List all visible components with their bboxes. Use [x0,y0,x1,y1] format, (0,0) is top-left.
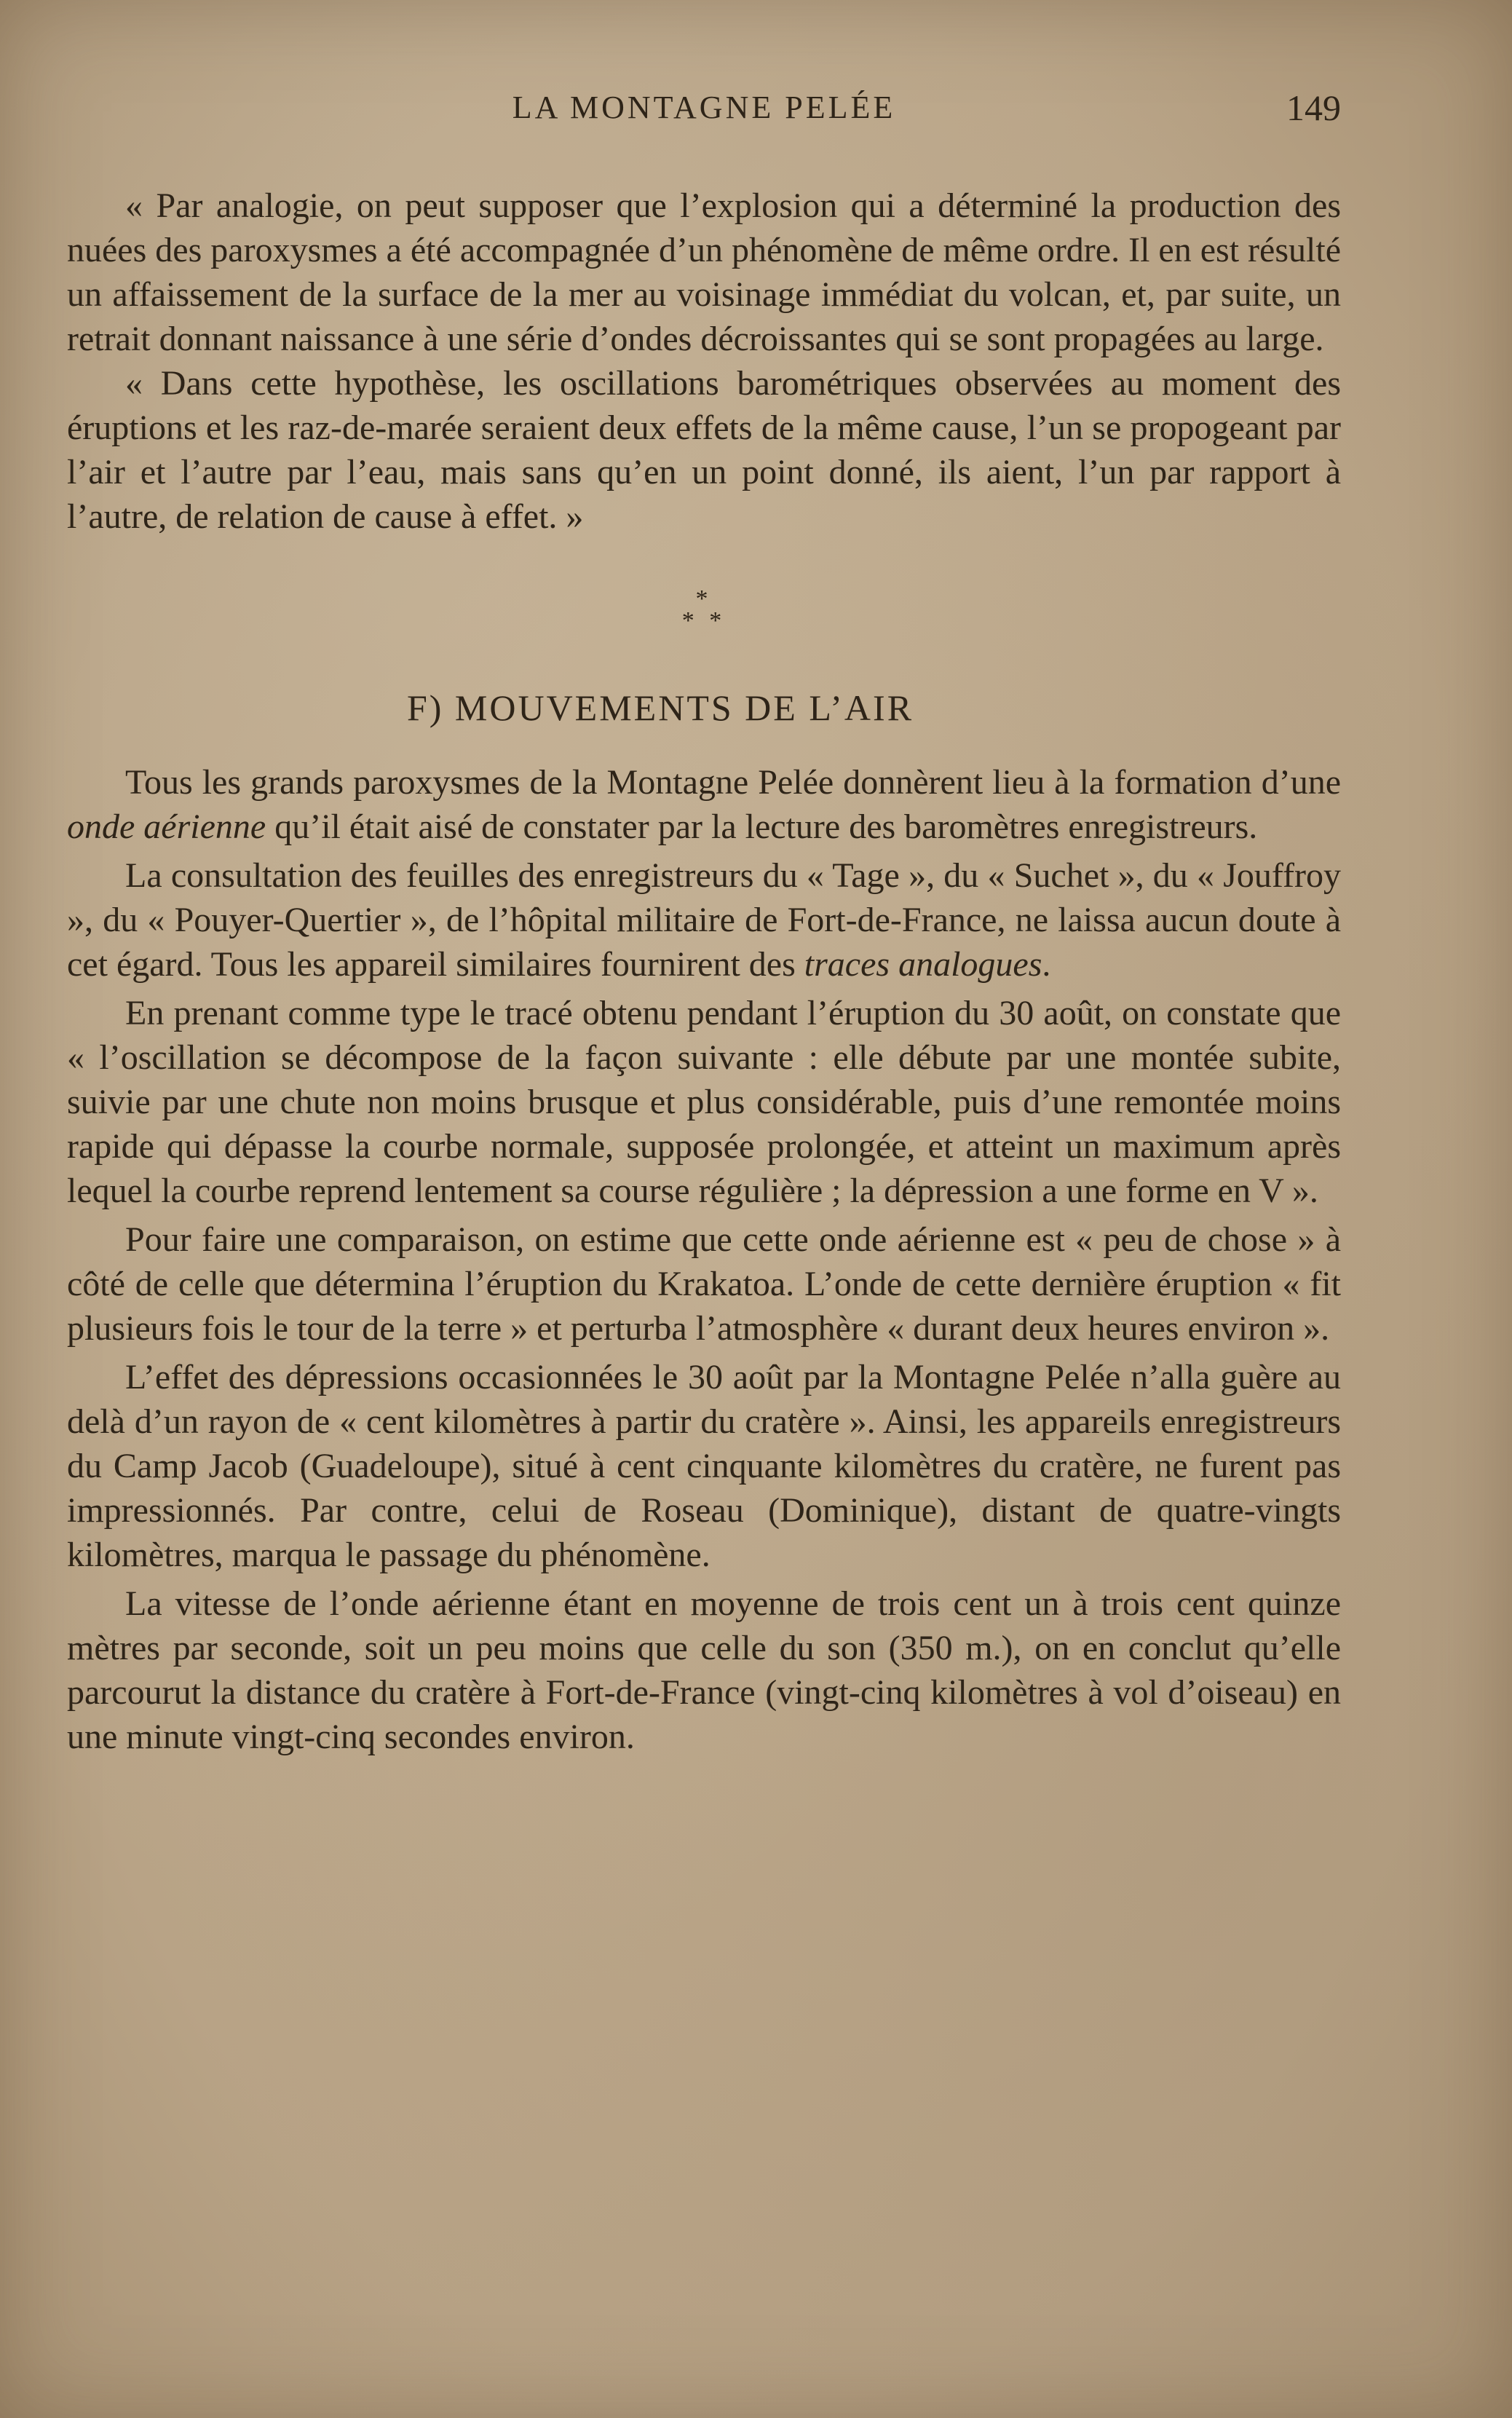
text-run: La consultation des feuilles des enregistreurs du « Tage », du « Suchet », du « Jouffroy », du « Pouyer-Quertier », de l’hôpital militaire de Fort-de-France, ne laissa aucun doute à cet égard. Tous les appareil similaires fournirent des [67,856,1341,984]
section-paragraph-2 [67,853,1341,987]
running-title: LA MONTAGNE PELÉE [512,90,896,125]
italic-term: onde aérienne [67,807,266,846]
italic-term: traces analogues [804,945,1042,984]
section-paragraph-4: Pour faire une comparaison, on estime que cette onde aérienne est « peu de chose » à côté de celle que détermina l’éruption du Krakatoa. L’onde de cette dernière éruption « fit plusieurs fois le tour de la terre » et perturba l’atmosphère « durant deux heures environ ». [67,1220,1341,1348]
section-paragraph-5: L’effet des dépressions occasionnées le 30 août par la Montagne Pelée n’alla guère au delà d’un rayon de « cent kilomètres à partir du cratère ». Ainsi, les appareils enregistreurs du Camp Jacob (Guadeloupe), situé à cent cinquante kilomètres du cratère, ne furent pas impressionnés. Par contre, celui de Roseau (Dominique), distant de quatre-vingts kilomètres, marqua le passage du phénomène. [67,1358,1341,1574]
text-run: . [1042,945,1051,984]
asterism-bottom: * * [681,607,727,634]
text-run: Tous les grands paroxysmes de la Montagne Pelée donnèrent lieu à la formation d’une [125,763,1341,802]
text-run: qu’il était aisé de constater par la lecture des baromètres enregistreurs. [266,807,1258,846]
section-paragraph-6: La vitesse de l’onde aérienne étant en moyenne de trois cent un à trois cent quinze mètres par seconde, soit un peu moins que celle du son (350 m.), on en conclut qu’elle parcourut la distance du cratère à Fort-de-France (vingt-cinq kilomètres à vol d’oiseau) en une minute vingt-cinq secondes environ. [67,1584,1341,1756]
page-number: 149 [1286,87,1341,128]
page-body [67,183,1341,1759]
page-header [67,86,1341,137]
section-paragraph-3: En prenant comme type le tracé obtenu pendant l’éruption du 30 août, on constate que « l’oscillation se décompose de la façon suivante : elle débute par une montée subite, suivie par une chute non moins brusque et plus considérable, puis d’une remontée moins rapide qui dépasse la courbe normale, supposée prolongée, et atteint un maximum après lequel la courbe reprend lentement sa course régulière ; la dépression a une forme en V ». [67,994,1341,1210]
section-paragraph-1 [67,760,1341,849]
section-separator [67,585,1341,634]
quote-paragraph-1: « Par analogie, on peut supposer que l’explosion qui a déterminé la production des nuées des paroxysmes a été accompagnée d’un phénomène de même ordre. Il en est résulté un affaissement de la surface de la mer au voisinage immédiat du volcan, et, par suite, un retrait donnant naissance à une série d’ondes décroissantes qui se sont propagées au large. [67,186,1341,358]
section-heading: F) MOUVEMENTS DE L’AIR [406,687,914,728]
quote-paragraph-2: « Dans cette hypothèse, les oscillations barométriques observées au moment des éruptions et les raz-de-marée seraient deux effets de la même cause, l’un se propogeant par l’air et l’autre par l’eau, mais sans qu’en un point donné, ils aient, l’un par rapport à l’autre, de relation de cause à effet. » [67,364,1341,536]
asterism-top: * [695,585,713,612]
section-body [67,760,1341,1759]
